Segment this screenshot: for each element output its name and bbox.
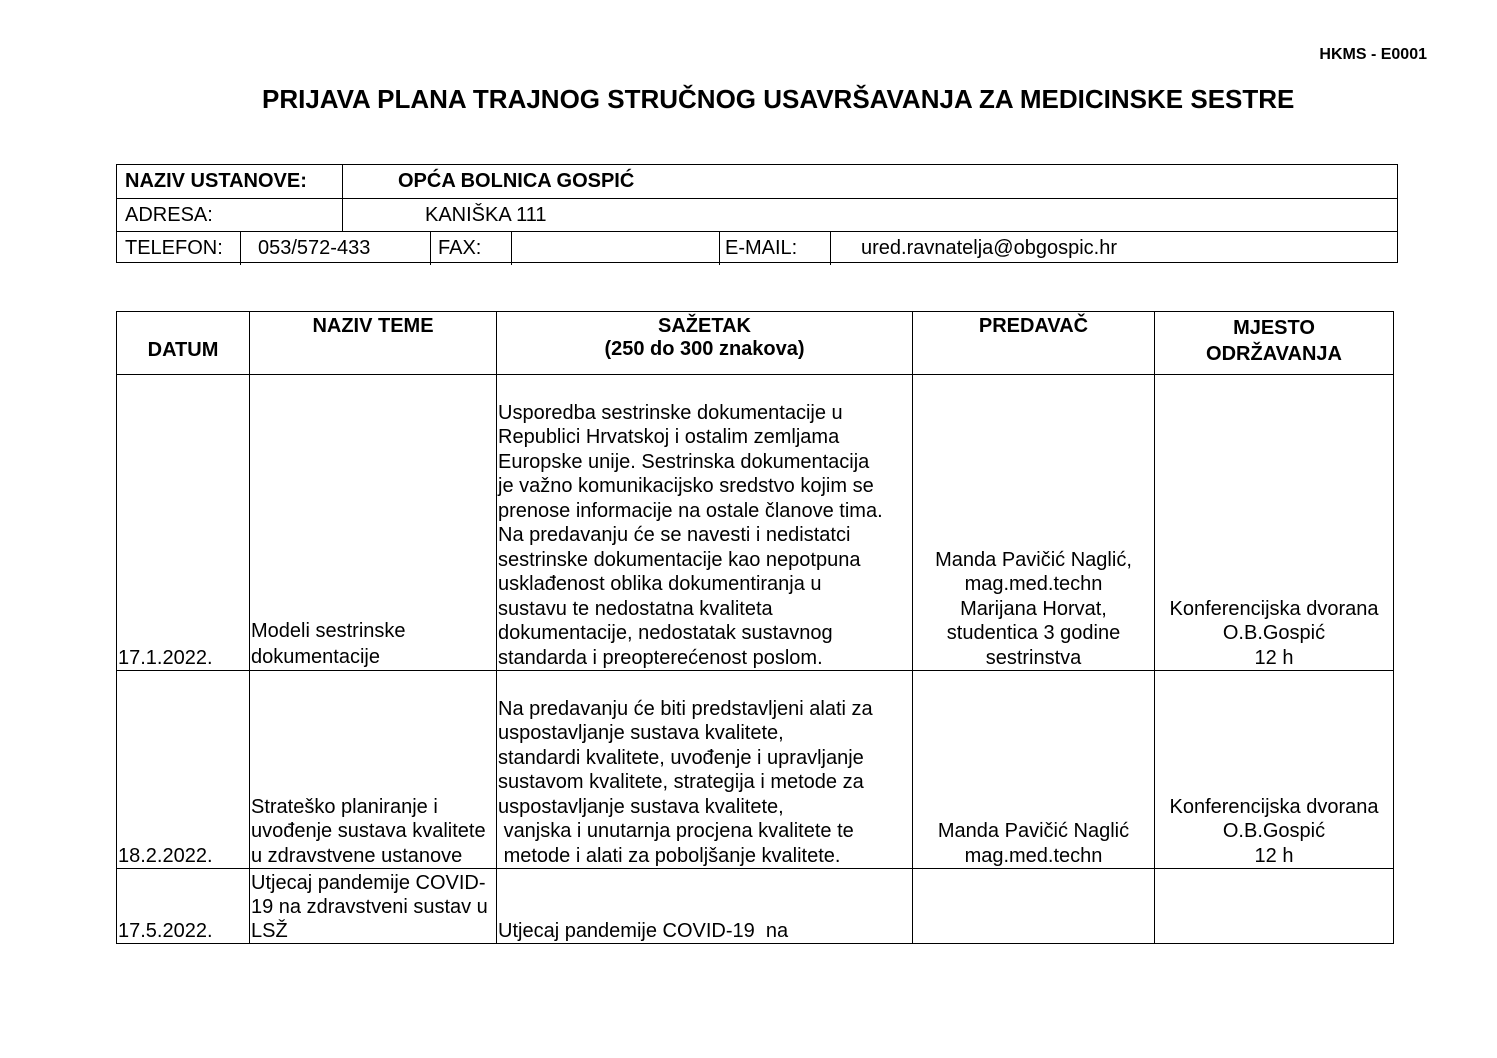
row-summary: Na predavanju će biti predstavljeni alati za uspostavljanje sustava kvalitete, standardi kvalitete, uvođenje i upravljanje sustavom kvalitete, strategija i metode za uspostavljanje sustava kvalitete, vanjska i unutarnja procjena kvalitete te metode i alati za poboljšanje kvalitete. [497,671,913,869]
institution-email-value: ured.ravnatelja@obgospic.hr [861,237,1118,259]
institution-name-label: NAZIV USTANOVE: [125,170,307,192]
row-summary: Utjecaj pandemije COVID-19 na [497,869,913,944]
institution-name-row [117,165,1397,198]
header-place: MJESTO ODRŽAVANJA [1155,312,1394,375]
row-speaker: Manda Pavičić Naglić, mag.med.techn Marijana Horvat, studentica 3 godine sestrinstva [913,375,1155,671]
row-date: 18.2.2022. [117,671,250,869]
row-topic: Strateško planiranje i uvođenje sustava kvalitete u zdravstvene ustanove [250,671,497,869]
document-title: PRIJAVA PLANA TRAJNOG STRUČNOG USAVRŠAVANJA ZA MEDICINSKE SESTRE [262,84,1295,114]
row-date: 17.1.2022. [117,375,250,671]
institution-phone-value: 053/572-433 [258,237,371,259]
header-summary: SAŽETAK (250 do 300 znakova) [497,312,913,375]
row-topic: Modeli sestrinske dokumentacije [250,375,497,671]
table-row [117,375,1394,671]
institution-fax-label: FAX: [438,237,482,259]
table-row [117,869,1394,944]
table-row [117,671,1394,869]
header-speaker: PREDAVAČ [913,312,1155,375]
institution-address-label: ADRESA: [125,204,213,226]
row-date: 17.5.2022. [117,869,250,944]
institution-address-value: KANIŠKA 111 [425,204,547,226]
row-topic: Utjecaj pandemije COVID-19 na zdravstveni sustav u LSŽ [250,869,497,944]
institution-info-table [116,164,1398,263]
row-speaker: Manda Pavičić Naglić mag.med.techn [913,671,1155,869]
row-speaker [913,869,1155,944]
document-code: HKMS - E0001 [1319,46,1427,63]
institution-phone-label: TELEFON: [125,237,223,259]
institution-name-value: OPĆA BOLNICA GOSPIĆ [398,170,635,192]
institution-contact-row [117,231,1397,265]
institution-email-label: E-MAIL: [725,237,798,259]
schedule-header-row [117,312,1394,375]
header-date: DATUM [117,312,250,375]
row-place: Konferencijska dvorana O.B.Gospić 12 h [1155,375,1394,671]
header-topic: NAZIV TEME [250,312,497,375]
institution-address-row [117,198,1397,232]
schedule-table [116,311,1394,944]
row-place [1155,869,1394,944]
row-place: Konferencijska dvorana O.B.Gospić 12 h [1155,671,1394,869]
row-summary: Usporedba sestrinske dokumentacije u Republici Hrvatskoj i ostalim zemljama Europske unije. Sestrinska dokumentacija je važno komunikacijsko sredstvo kojim se prenose informacije na ostale članove tima. Na predavanju će se navesti i nedistatci sestrinske dokumentacije kao nepotpuna usklađenost oblika dokumentiranja u sustavu te nedostatna kvaliteta dokumentacije, nedostatak sustavnog standarda i preopterećenost poslom. [497,375,913,671]
